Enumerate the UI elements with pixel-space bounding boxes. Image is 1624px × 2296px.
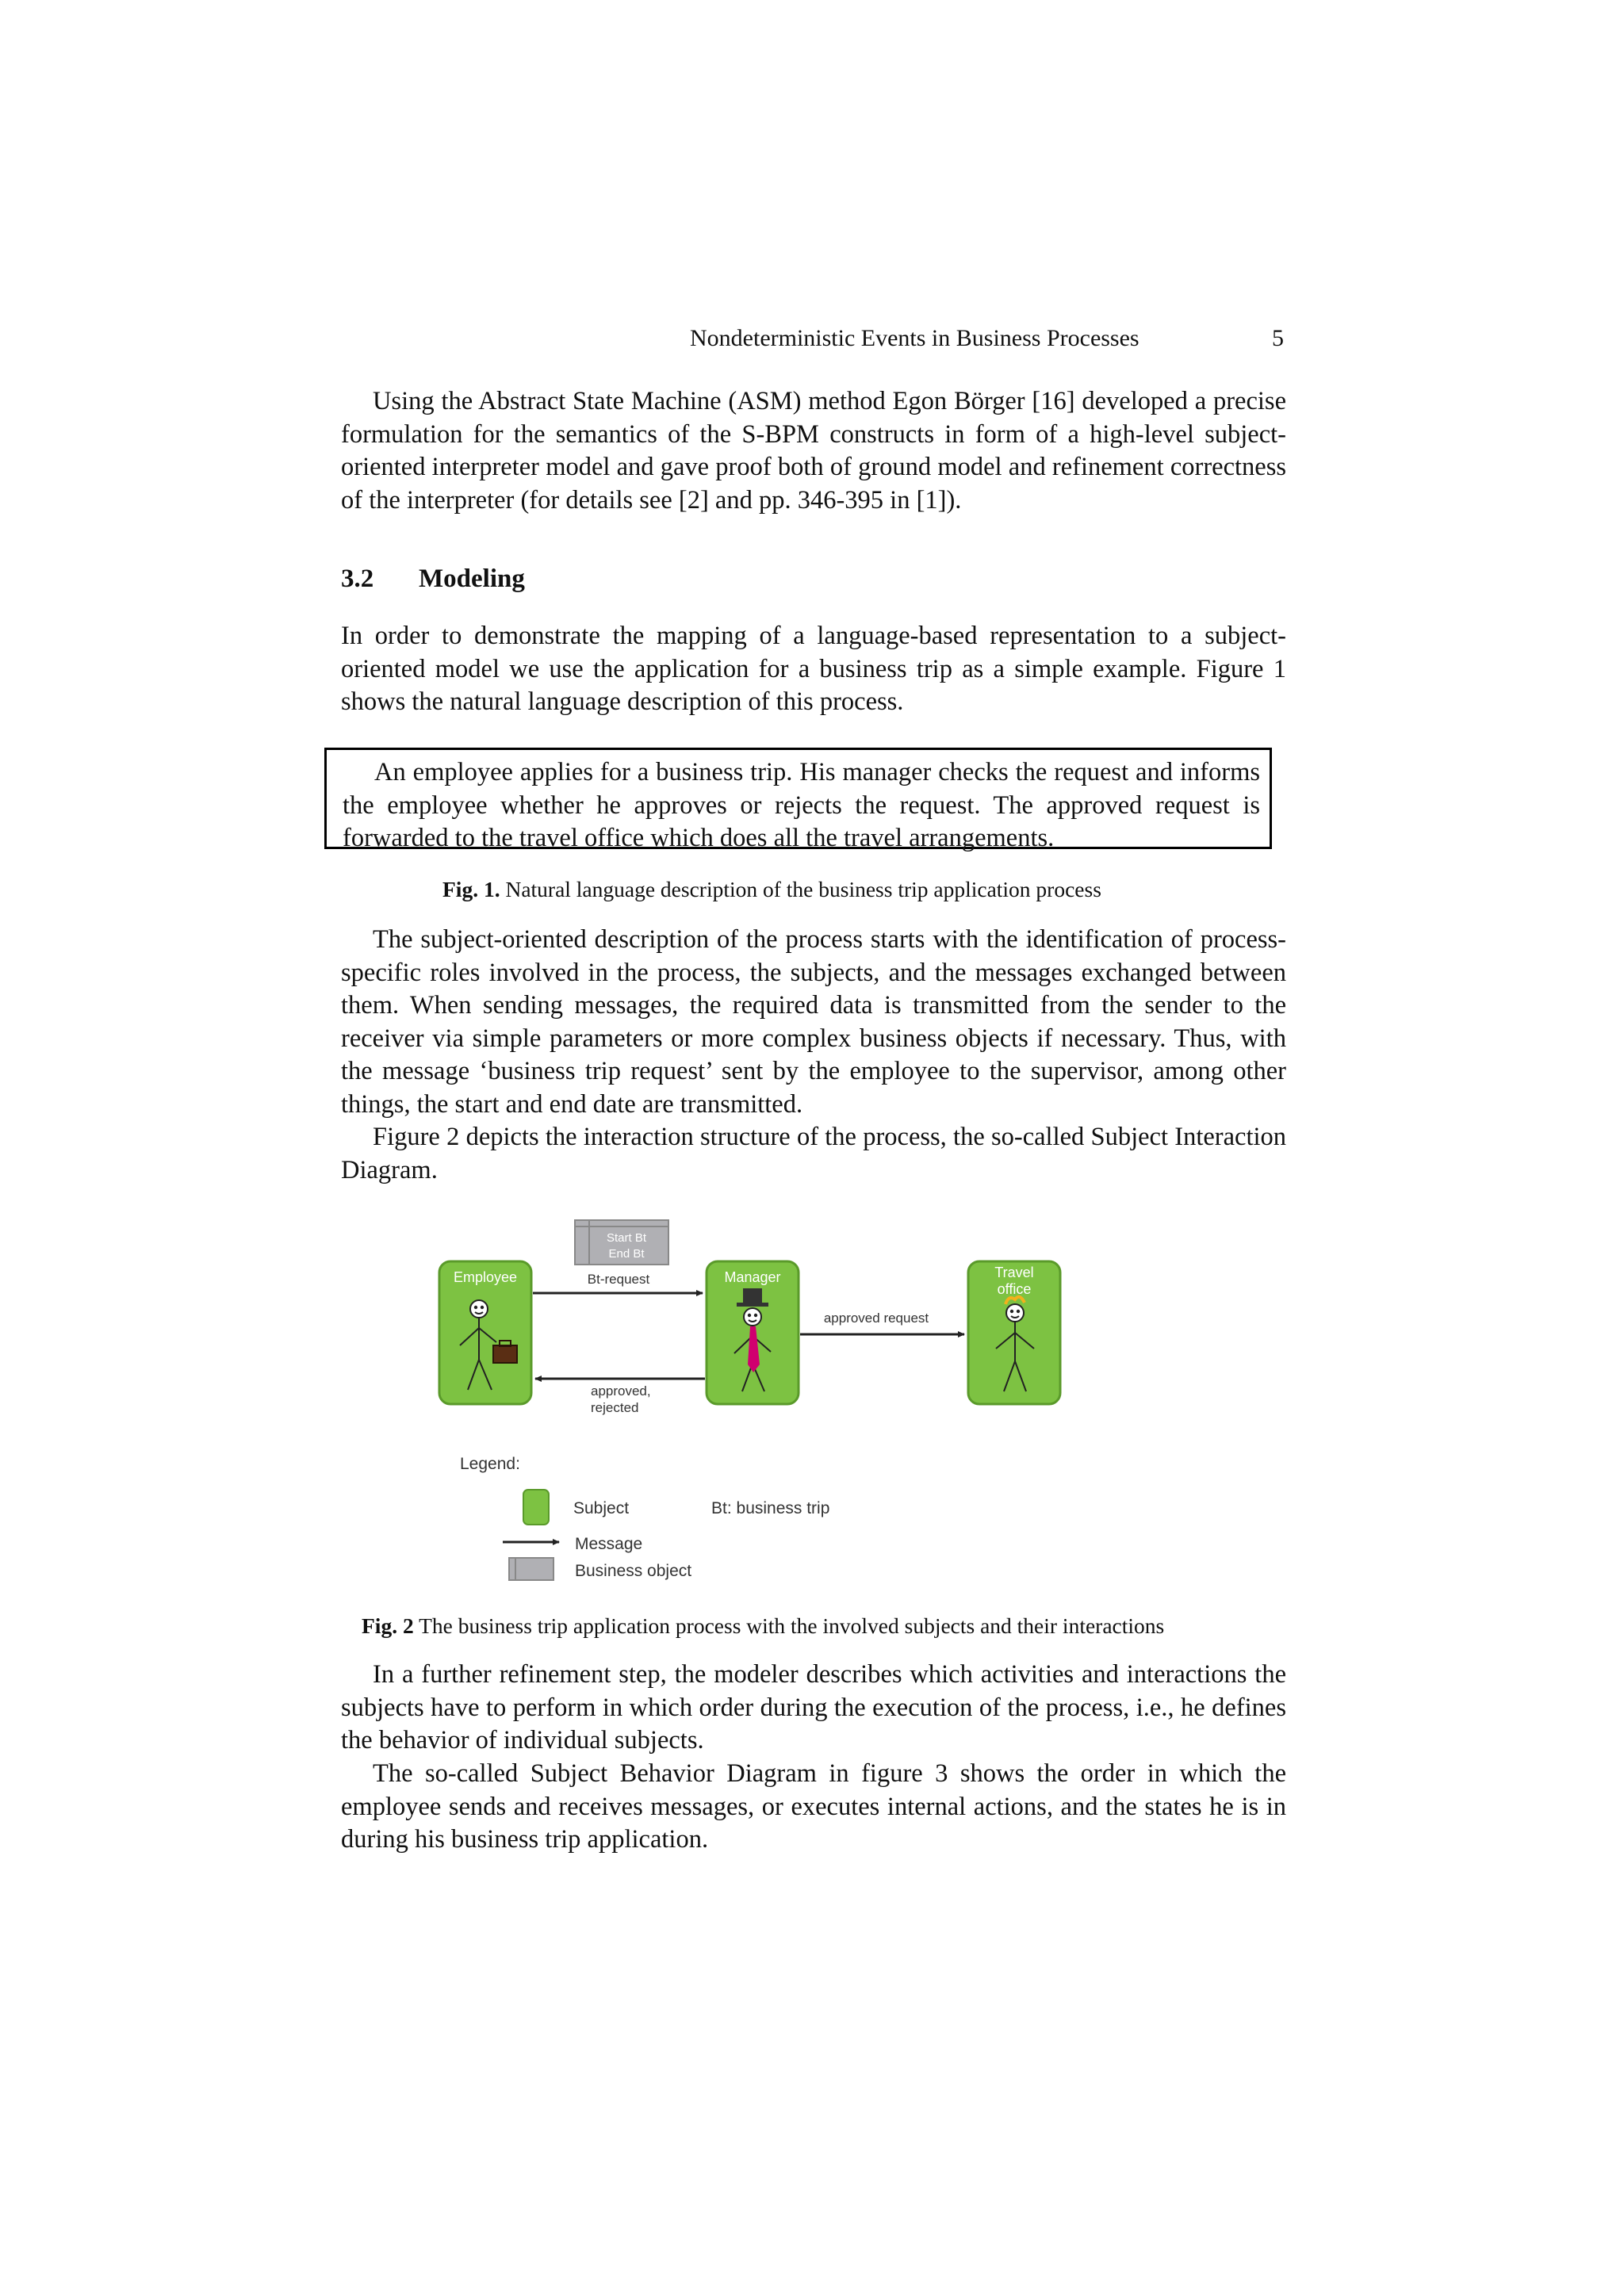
paragraph-figure2-intro: Figure 2 depicts the interaction structure of the process, the so-called Subject Interaction Diagram. [341,1123,1286,1184]
legend [460,1455,829,1580]
subject-travel-office [968,1261,1060,1404]
paragraph-subject-oriented: The subject-oriented description of the process starts with the identification of process-specific roles involved in the process, the subjects, and the messages exchanged between them. When sending messages, the required data is transmitted from the sender to the receiver via simple parameters or more complex business objects if necessary. Thus, with the message ‘business trip request’ sent by the employee to the supervisor, among other things, the start and end date are transmitted. [341,925,1286,1119]
message-approved-rejected [535,1379,705,1415]
subject-employee [439,1261,531,1404]
paragraph-refinement: In a further refinement step, the modeler describes which activities and interactions the subjects have to perform in which order during the execution of the process, i.e., he defines the behavior of individual subjects. [341,1660,1286,1755]
approved-request-label: approved request [823,1311,929,1326]
fig1-caption-label: Fig. 1. [442,877,500,901]
manager-label: Manager [724,1269,781,1285]
bo-end-bt: End Bt [608,1247,645,1261]
employee-label: Employee [453,1269,518,1285]
page-number: 5 [1272,325,1284,351]
legend-message-label: Message [575,1535,643,1553]
message-approved-request [800,1311,964,1334]
travel-office-label-line1: Travel [994,1265,1034,1280]
fig2-caption [362,1613,1164,1639]
legend-subject-label: Subject [573,1499,630,1517]
subject-manager [707,1261,799,1404]
fig1-caption [442,877,1101,902]
business-object-start-end-bt [575,1220,668,1265]
legend-subject-swatch [523,1490,549,1525]
fig2-caption-text: The business trip application process with the involved subjects and their interactions [419,1613,1165,1638]
fig2-caption-label: Fig. 2 [362,1613,414,1638]
paragraph-subject-behavior: The so-called Subject Behavior Diagram in figure 3 shows the order in which the employee sends and receives messages, or executes internal actions, and the states he is in during his business trip application. [341,1759,1286,1854]
message-bt-request [533,1272,703,1293]
fig1-box-text: An employee applies for a business trip. His manager checks the request and informs the employee whether he approves or rejects the request. The approved request is forwarded to the travel office which does all the travel arrangements. [343,758,1260,852]
fig1-description-box [324,748,1272,852]
bt-request-label: Bt-request [587,1272,650,1287]
fig1-caption-text: Natural language description of the business trip application process [505,877,1101,901]
legend-title: Legend: [460,1455,520,1473]
section-heading [341,564,525,594]
section-number: 3.2 [341,564,374,593]
travel-office-label-line2: office [997,1281,1032,1297]
legend-bt-definition: Bt: business trip [711,1499,830,1517]
subject-interaction-diagram [428,1209,1110,1590]
bo-start-bt: Start Bt [606,1231,647,1245]
paragraph-asm: Using the Abstract State Machine (ASM) method Egon Börger [16] developed a precise formulation for the semantics of the S-BPM constructs in form of a high-level subject-oriented interpreter model and gave proof both of ground model and refinement correctness of the interpreter (for details see [2] and pp. 346-395 in [1]). [341,387,1286,515]
legend-business-object-label: Business object [575,1562,692,1580]
section-title: Modeling [419,564,525,593]
running-title: Nondeterministic Events in Business Processes [690,325,1139,351]
paragraph-intro-example: In order to demonstrate the mapping of a language-based representation to a subject-oriented model we use the application for a business trip as a simple example. Figure 1 shows the natural language description of this process. [341,622,1286,716]
response-label-line1: approved, [591,1383,651,1399]
response-label-line2: rejected [591,1400,639,1415]
legend-business-object-swatch [509,1558,553,1580]
